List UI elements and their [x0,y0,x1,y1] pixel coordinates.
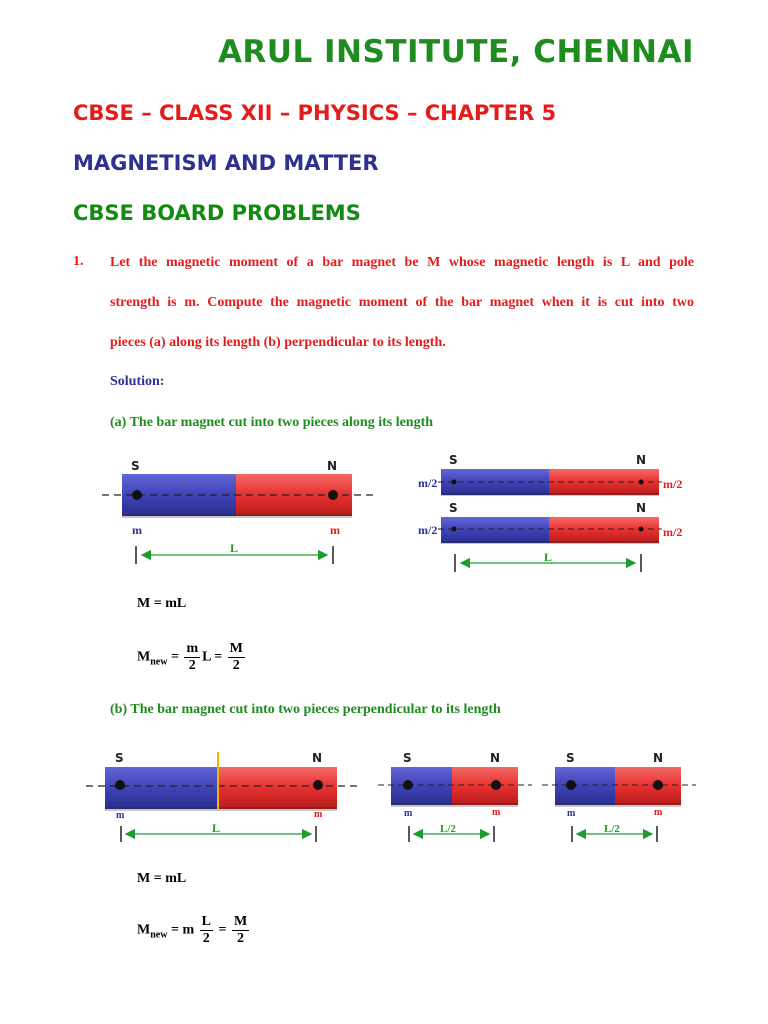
svg-text:S: S [449,453,458,467]
half-pole-label: m/2 [663,477,683,491]
svg-text:S: S [115,751,124,765]
svg-text:m: m [654,807,663,818]
question-line-3: pieces (a) along its length (b) perpendicular to its length. [110,335,446,350]
svg-text:S: S [403,751,412,765]
svg-text:N: N [312,751,323,765]
svg-text:N: N [490,751,501,765]
question-number: 1. [73,254,84,269]
svg-text:m: m [116,810,125,821]
part-b-equation-1: M = mL [137,871,187,886]
svg-text:m/2: m/2 [663,525,683,539]
question-line-1: Let the magnetic moment of a bar magnet be M whose magnetic length is L and pole [110,255,694,270]
svg-text:S: S [449,501,458,515]
solution-label: Solution: [110,374,165,389]
section-heading: CBSE BOARD PROBLEMS [73,201,361,225]
question-line-2: strength is m. Compute the magnetic moment of the bar magnet when it is cut into two [110,295,694,310]
svg-text:S: S [566,751,575,765]
south-label: S [131,459,140,473]
part-a-equation-1: M = mL [137,596,187,611]
svg-text:L: L [544,550,553,564]
svg-text:m/2: m/2 [418,523,438,537]
svg-text:N: N [636,453,647,467]
svg-text:m: m [404,808,413,819]
pole-strength-label: m [132,523,142,537]
bar-magnet [122,474,352,518]
svg-text:L/2: L/2 [604,823,620,835]
institute-title: ARUL INSTITUTE, CHENNAI [217,34,694,70]
pole-strength-label: m [330,523,340,537]
topic-heading: MAGNETISM AND MATTER [73,151,379,175]
half-pole-label: m/2 [418,476,438,490]
svg-text:m: m [314,809,323,820]
svg-text:m: m [492,807,501,818]
svg-text:L: L [212,821,221,835]
chapter-heading: CBSE – CLASS XII – PHYSICS – CHAPTER 5 [73,101,557,125]
svg-text:N: N [636,501,647,515]
part-a-figure [0,440,768,580]
north-label: N [327,459,338,473]
part-b-figure [0,740,768,850]
half-length-label: L/2 [440,823,456,835]
half-magnet-bottom [441,517,659,544]
part-a-title: (a) The bar magnet cut into two pieces along its length [110,415,434,430]
pole-dot [328,490,338,500]
part-b-equation-2: $M_{new} = m$ $\frac{L}{2}$ = $\frac{M}{2}$ [137,914,248,946]
part-b-title: (b) The bar magnet cut into two pieces perpendicular to its length [110,702,501,717]
svg-text:N: N [653,751,664,765]
part-a-equation-2: $M_{new}$ = $\frac{m}{2}$ L = $\frac{M}{2}$ [137,641,243,673]
svg-text:m: m [567,808,576,819]
pole-dot [132,490,142,500]
length-label: L [230,541,239,555]
